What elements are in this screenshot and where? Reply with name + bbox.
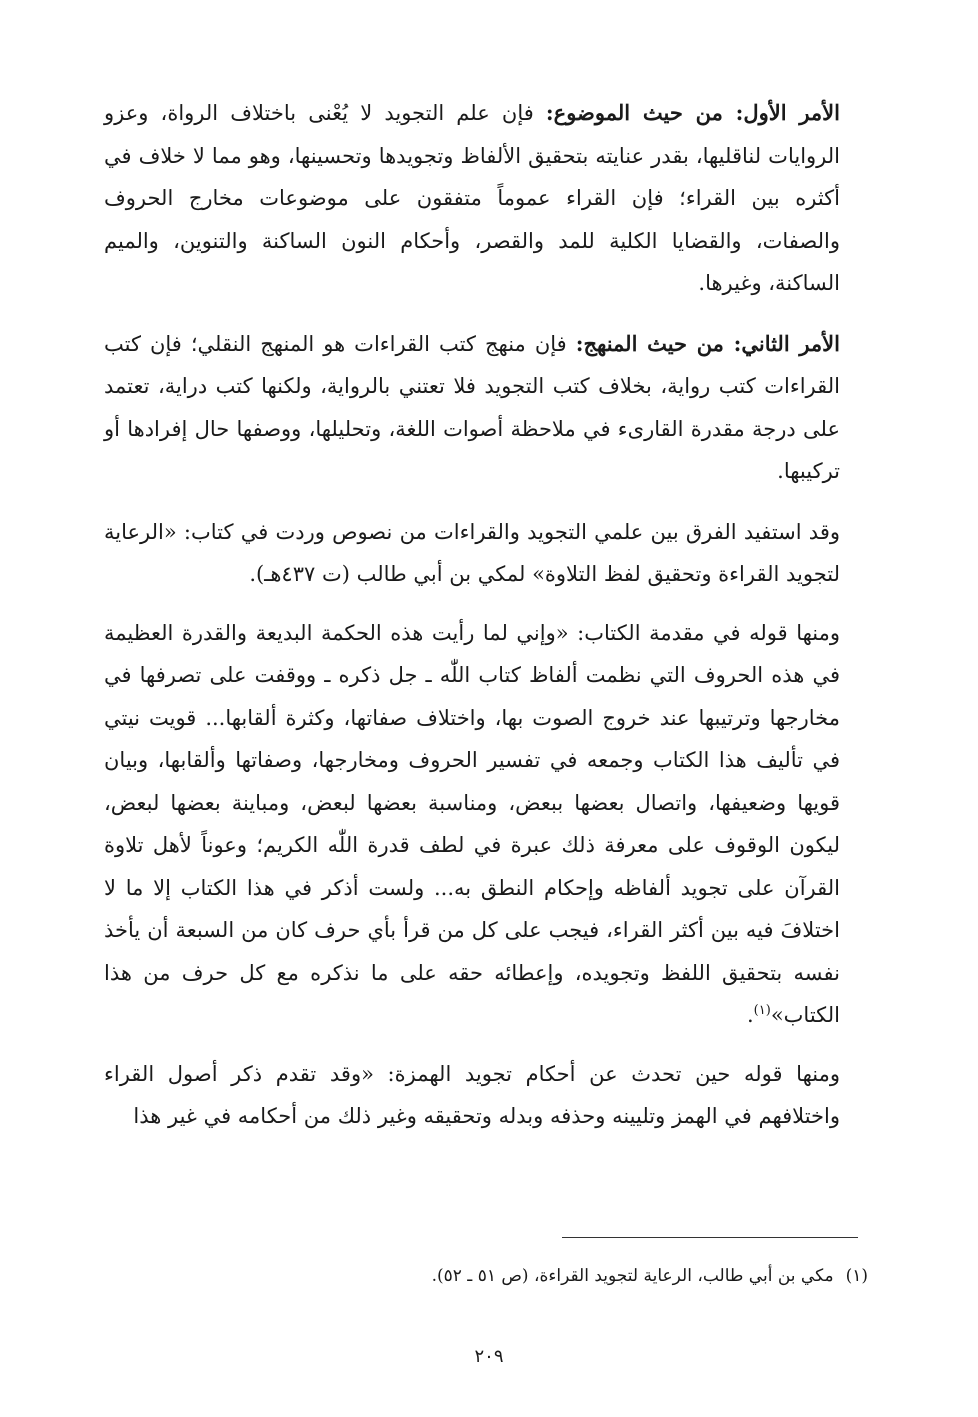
paragraph-first-matter	[104, 92, 864, 305]
footnote-reference[interactable]: (١)	[753, 1003, 771, 1018]
paragraph-second-matter	[104, 323, 864, 493]
paragraph-lead: الأمر الثاني: من حيث المنهج:	[575, 330, 840, 356]
footnote	[168, 1262, 868, 1290]
paragraph-text: فإن منهج كتب القراءات هو المنهج النقلي؛ فإن كتب القراءات كتب رواية، بخلاف كتب التجويد فلا تعتني بالرواية، ولكنها كتب دراية، تعتمد على درجة مقدرة القارىء في ملاحظة أصوات اللغة، وتحليلها، ووصفها حال إفرادها أو تركيبها.	[104, 331, 840, 483]
page-body	[104, 92, 864, 1392]
paragraph-source-intro	[104, 511, 864, 596]
paragraph-text: ومنها قوله حين تحدث عن أحكام تجويد الهمزة: «وقد تقدم ذكر أصول القراء واختلافهم في الهمز وتليينه وحذفه وبدله وتحقيقه وغير ذلك من أحكامه في غير هذا	[104, 1061, 840, 1128]
paragraph-quote-introduction	[104, 612, 864, 1037]
footnote-number: (١)	[845, 1266, 868, 1286]
page-number: ٢٠٩	[474, 1346, 504, 1367]
paragraph-hamza-quote	[104, 1053, 864, 1138]
paragraph-text: فإن علم التجويد لا يُعْنى باختلاف الرواة، وعزو الروايات لناقليها، بقدر عنايته بتحقيق الألفاظ وتجويدها وتحسينها، وهو مما لا خلاف في أكثره بين القراء؛ فإن القراء عموماً متفقون على موضوعات مخارج الحروف والصفات، والقضايا الكلية للمد والقصر، وأحكام النون الساكنة والتنوين، والميم الساكنة، وغيرها.	[104, 101, 840, 295]
paragraph-text: ومنها قوله في مقدمة الكتاب: «وإني لما رأيت هذه الحكمة البديعة والقدرة العظيمة في هذه الحروف التي نظمت ألفاظ كتاب اللّٰه ـ جل ذكره ـ ووقفت على تصرفها في مخارجها وترتيبها عند خروج الصوت بها، واختلاف صفاتها، وكثرة ألقابها... قويت نيتي في تأليف هذا الكتاب وجمعه في تفسير الحروف ومخارجها، وصفاتها وألقابها، وبيان قويها وضعيفها، واتصال بعضها ببعض، ومناسبة بعضها لبعض، ومباينة بعضها لبعض، ليكون الوقوف على معرفة ذلك عبرة في لطف قدرة اللّٰه الكريم؛ وعوناً لأهل تلاوة القرآن على تجويد ألفاظه وإحكام النطق به... ولست أذكر في هذا الكتاب إلا ما لا اختلافَ فيه بين أكثر القراء، فيجب على كل من قرأ بأي حرف كان من السبعة أن يأخذ نفسه بتحقيق اللفظ وتجويده، وإعطائه حقه على ما نذكره مع كل حرف من هذا الكتاب»	[104, 620, 840, 1027]
footnote-divider	[562, 1237, 858, 1238]
paragraph-lead: الأمر الأول: من حيث الموضوع:	[545, 100, 840, 125]
paragraph-tail: .	[746, 1003, 754, 1027]
paragraph-text: وقد استفيد الفرق بين علمي التجويد والقراءات من نصوص وردت في كتاب: «الرعاية لتجويد القراءة وتحقيق لفظ التلاوة» لمكي بن أبي طالب (ت ٤٣٧هـ).	[104, 519, 840, 586]
footnote-text: مكي بن أبي طالب، الرعاية لتجويد القراءة، (ص ٥١ ـ ٥٢).	[431, 1266, 834, 1286]
